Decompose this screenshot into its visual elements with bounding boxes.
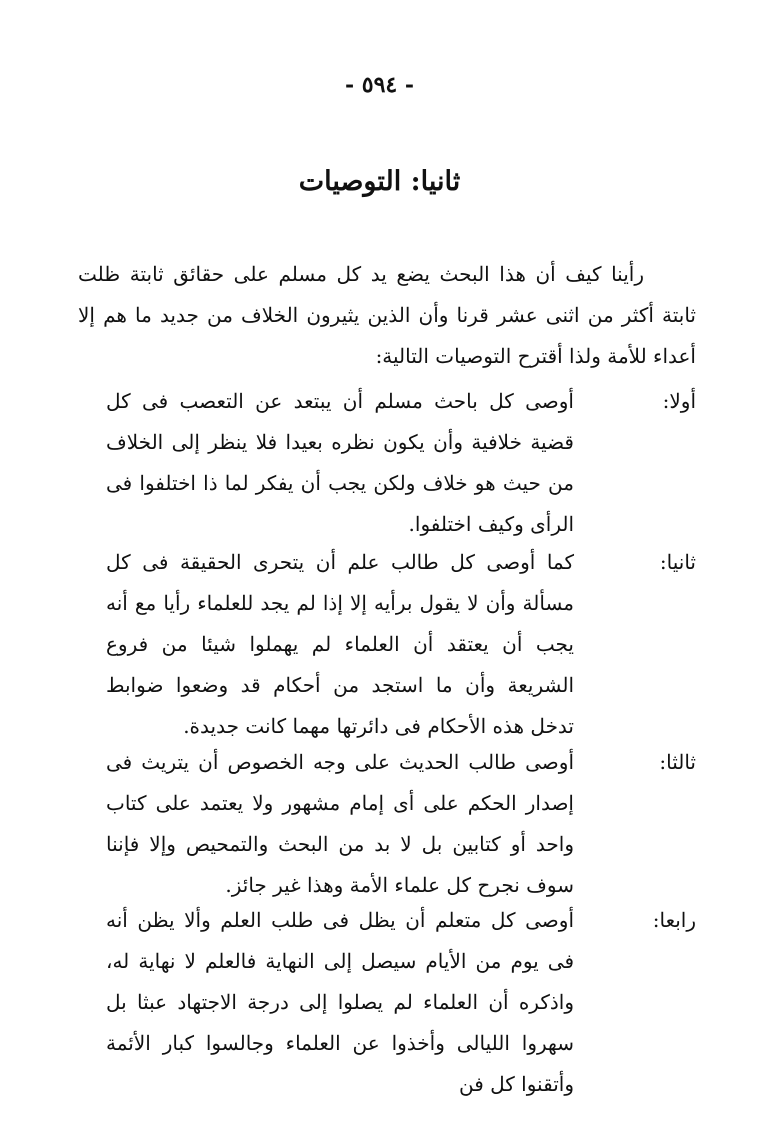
intro-text: رأينا كيف أن هذا البحث يضع يد كل مسلم على حقائق ثابتة ظلت ثابتة أكثر من اثنى عشر قرنا وأن الذين يثيرون الخلاف من جديد ما هم إلا أعداء للأمة ولذا أقترح التوصيات التالية: [78, 262, 696, 368]
recommendation-label: رابعا: [652, 908, 696, 932]
recommendation-text [106, 742, 574, 906]
recommendation-label: ثالثا: [659, 750, 696, 774]
page-number: - ٥٩٤ - [344, 72, 415, 98]
recommendation-label: أولا: [662, 389, 696, 413]
recommendation-body: أوصى كل متعلم أن يظل فى طلب العلم وألا يظن أنه فى يوم من الأيام سيصل إلى النهاية فالعلم لا نهاية له، واذكره أن العلماء لم يصلوا إلى درجة الاجتهاد عبثا بل سهروا الليالى وأخذوا عن العلماء وجالسوا كبار الأئمة وأتقنوا كل فن [106, 908, 574, 1096]
recommendation-label: ثانيا: [659, 550, 696, 574]
recommendation-text [106, 542, 574, 747]
intro-paragraph [78, 254, 696, 377]
section-title: ثانيا: التوصيات [298, 166, 461, 197]
recommendation-body: كما أوصى كل طالب علم أن يتحرى الحقيقة فى كل مسألة وأن لا يقول برأيه إلا إذا لم يجد للعلماء رأيا مع أنه يجب أن يعتقد أن العلماء لم يهملوا شيئا من فروع الشريعة وأن ما استجد من أحكام قد وضعوا ضوابط تدخل هذه الأحكام فى دائرتها مهما كانت جديدة. [106, 550, 574, 738]
recommendation-text [106, 381, 574, 545]
recommendation-body: أوصى كل باحث مسلم أن يبتعد عن التعصب فى كل قضية خلافية وأن يكون نظره بعيدا فلا ينظر إلى الخلاف من حيث هو خلاف ولكن يجب أن يفكر لما ذا اختلفوا فى الرأى وكيف اختلفوا. [106, 389, 574, 536]
recommendation-text [106, 900, 574, 1105]
recommendation-body: أوصى طالب الحديث على وجه الخصوص أن يتريث فى إصدار الحكم على أى إمام مشهور ولا يعتمد على كتاب واحد أو كتابين بل لا بد من البحث والتمحيص وإلا فإننا سوف نجرح كل علماء الأمة وهذا غير جائز. [106, 750, 574, 897]
